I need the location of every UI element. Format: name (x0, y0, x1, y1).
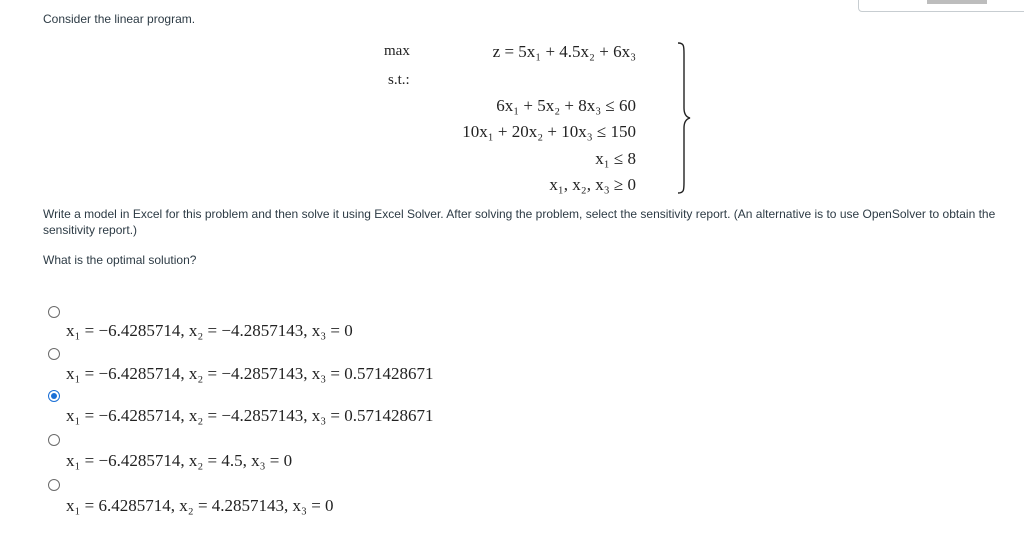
intro-text: Consider the linear program. (43, 12, 196, 26)
constraint-2: 10x₁ + 20x₂ + 10x₃ ≤ 150 (462, 122, 636, 141)
question-text: What is the optimal solution? (43, 253, 197, 267)
option-label[interactable]: x₁ = −6.4285714, x₂ = −4.2857143, x₃ = 0 (66, 321, 353, 340)
instructions-text: Write a model in Excel for this problem and then solve it using Excel Solver. After solving the problem, select the sensitivity report. (An alternative is to use OpenSolver to obtain the sensitivity report.) (43, 207, 996, 237)
constraint-nonneg: x₁, x₂, x₃ ≥ 0 (549, 175, 636, 194)
st-label: s.t.: (388, 72, 410, 88)
option-radio[interactable] (48, 306, 60, 318)
option-radio[interactable] (48, 479, 60, 491)
constraint-3: x₁ ≤ 8 (595, 149, 636, 168)
toolbar-button[interactable] (927, 0, 987, 4)
objective-function: z = 5x₁ + 4.5x₂ + 6x₃ (492, 42, 636, 61)
option-label[interactable]: x₁ = −6.4285714, x₂ = 4.5, x₃ = 0 (66, 451, 293, 470)
right-brace-icon (676, 42, 692, 194)
option-label[interactable]: x₁ = 6.4285714, x₂ = 4.2857143, x₃ = 0 (66, 496, 334, 515)
option-radio[interactable] (48, 348, 60, 360)
option-label[interactable]: x₁ = −6.4285714, x₂ = −4.2857143, x₃ = 0.571428671 (66, 364, 434, 383)
option-radio-selected[interactable] (48, 390, 60, 402)
max-label: max (384, 43, 410, 59)
constraint-1: 6x₁ + 5x₂ + 8x₃ ≤ 60 (496, 96, 636, 115)
option-radio[interactable] (48, 434, 60, 446)
option-label[interactable]: x₁ = −6.4285714, x₂ = −4.2857143, x₃ = 0.571428671 (66, 406, 434, 425)
